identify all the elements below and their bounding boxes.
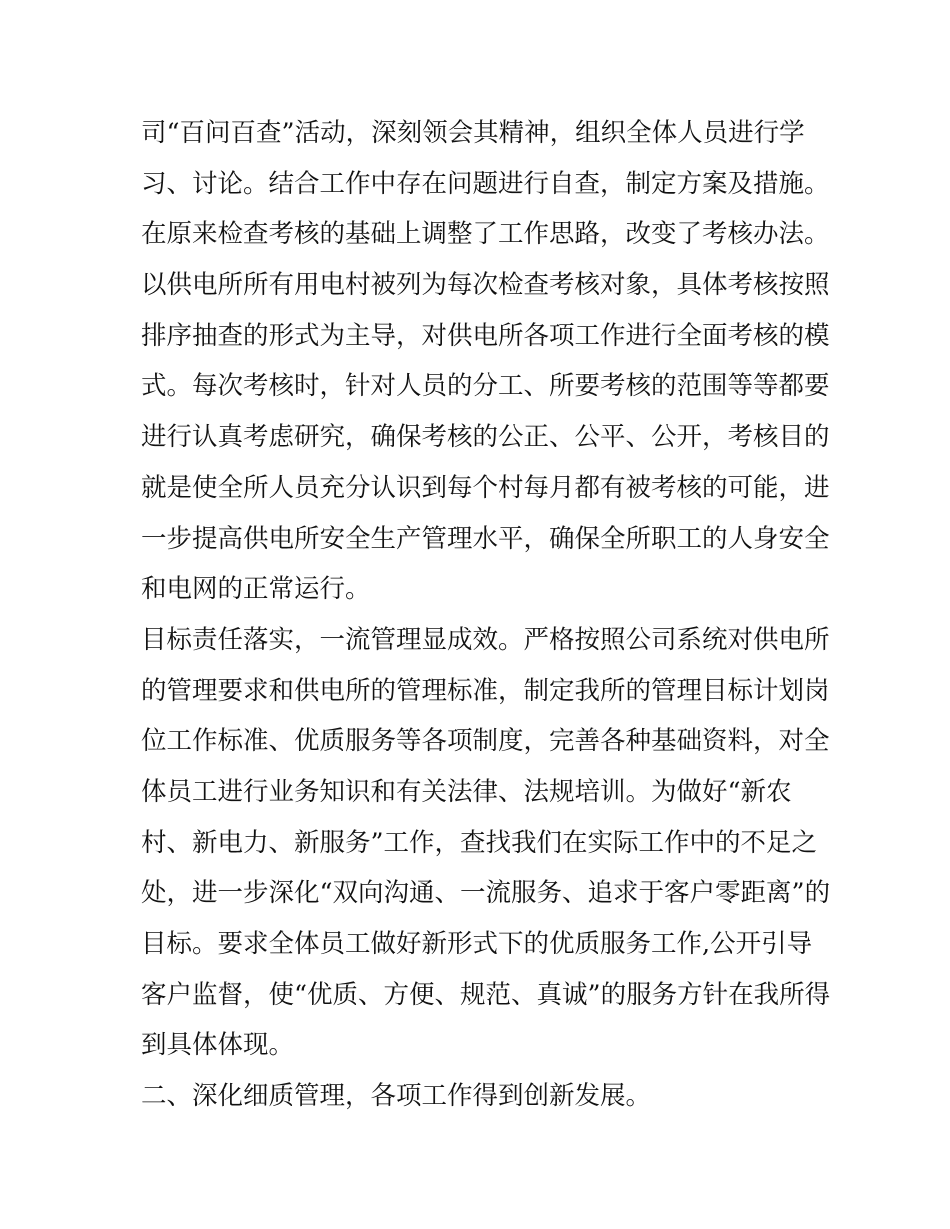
text-line: 进行认真考虑研究，确保考核的公正、公平、公开，考核目的: [141, 422, 830, 453]
body-text: [141, 108, 831, 1122]
section-heading: 二、深化细质管理，各项工作得到创新发展。: [141, 1081, 652, 1112]
text-line: 目标。要求全体员工做好新形式下的优质服务工作,公开引导: [141, 929, 813, 959]
text-line: 司“百问百查”活动，深刻领会其精神，组织全体人员进行学: [141, 118, 805, 148]
text-line: 村、新电力、新服务”工作，查找我们在实际工作中的不足之: [141, 827, 818, 858]
text-line: 和电网的正常运行。: [141, 574, 371, 605]
text-line: 在原来检查考核的基础上调整了工作思路，改变了考核办法。: [141, 219, 830, 250]
text-line: 就是使全所人员充分认识到每个村每月都有被考核的可能，进: [141, 472, 830, 503]
text-line: 排序抽查的形式为主导，对供电所各项工作进行全面考核的模: [141, 320, 830, 351]
text-line: 以供电所所有用电村被列为每次检查考核对象，具体考核按照: [141, 270, 830, 301]
text-line: 目标责任落实，一流管理显成效。严格按照公司系统对供电所: [141, 624, 830, 655]
text-line: 处，进一步深化“双向沟通、一流服务、追求于客户零距离”的: [141, 878, 831, 909]
text-line: 体员工进行业务知识和有关法律、法规培训。为做好“新农: [141, 776, 792, 807]
text-line: 的管理要求和供电所的管理标准，制定我所的管理目标计划岗: [141, 675, 830, 706]
text-line: 到具体体现。: [141, 1030, 295, 1061]
text-line: 一步提高供电所安全生产管理水平，确保全所职工的人身安全: [141, 523, 830, 554]
text-line: 客户监督，使“优质、方便、规范、真诚”的服务方针在我所得: [141, 979, 831, 1010]
text-line: 式。每次考核时，针对人员的分工、所要考核的范围等等都要: [141, 371, 830, 402]
text-line: 习、讨论。结合工作中存在问题进行自查，制定方案及措施。: [141, 168, 830, 199]
text-line: 位工作标准、优质服务等各项制度，完善各种基础资料，对全: [141, 726, 830, 757]
